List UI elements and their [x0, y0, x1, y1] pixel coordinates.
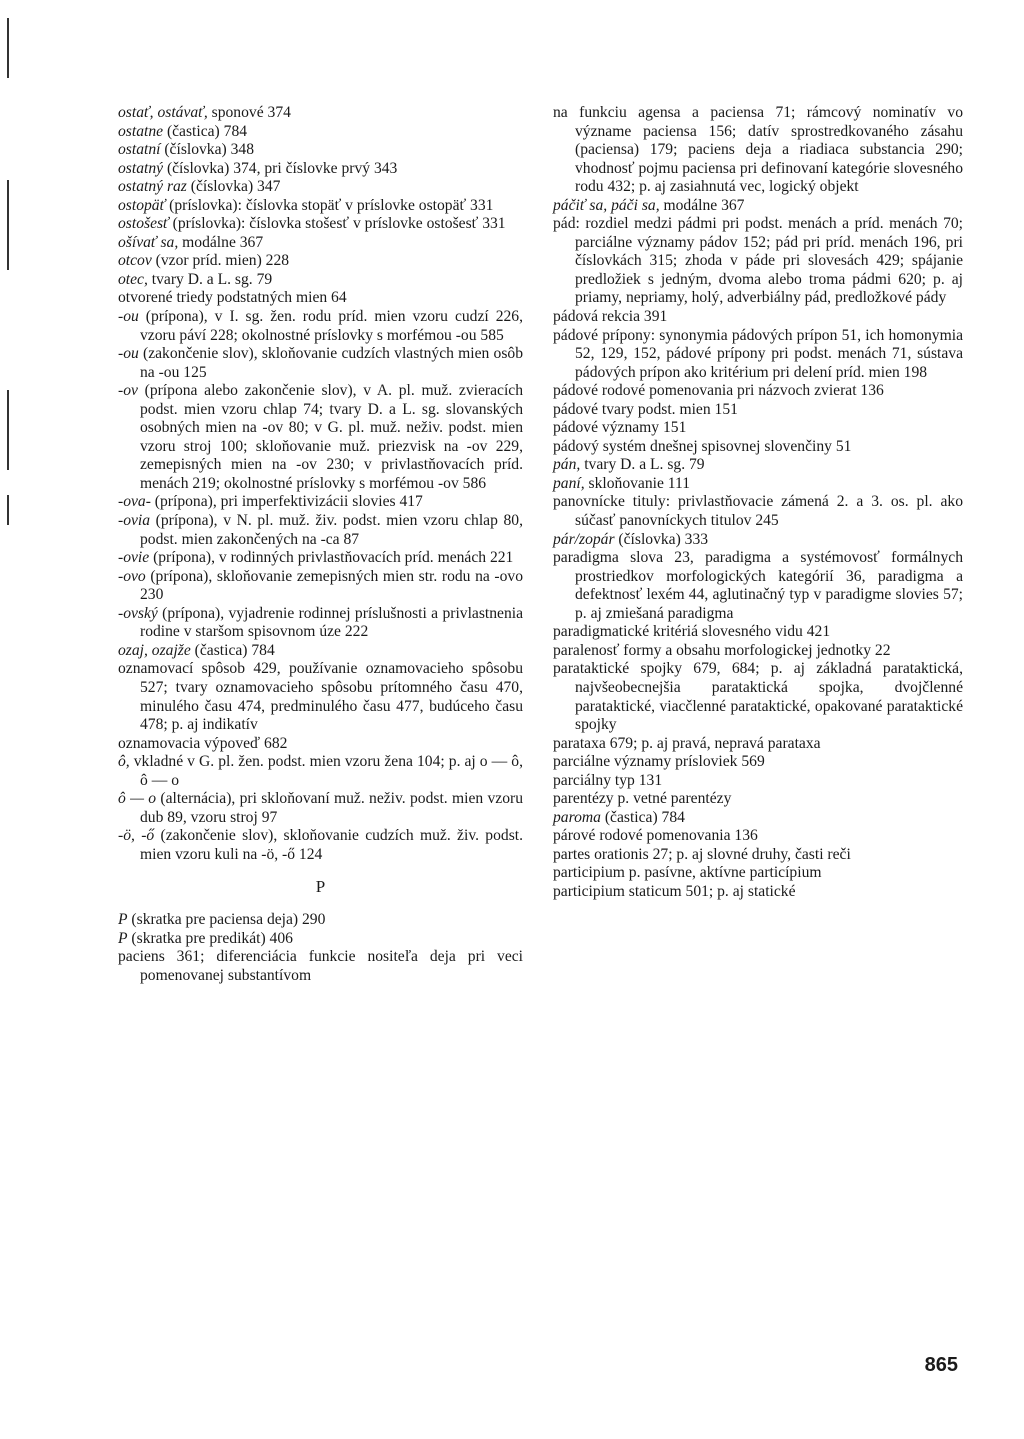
entry-text: parataktické spojky 679, 684; p. aj základná parataktická, najvšeobecnejšia parataktická spojka, dvojčlenné parataktické, viacčlenné parataktické, opakované parataktické spojky: [553, 660, 963, 734]
index-entry: [553, 549, 963, 623]
entry-headword: pán,: [553, 456, 581, 474]
entry-headword: pár/zopár: [553, 530, 615, 548]
entry-text: parciálny typ 131: [553, 771, 663, 789]
index-entry: [118, 753, 523, 790]
entry-headword: -ovo: [118, 567, 146, 585]
index-entry: [118, 911, 523, 930]
index-entry: [118, 827, 523, 864]
entry-text: oznamovací spôsob 429, používanie oznamovacieho spôsobu 527; tvary oznamovacieho spôsobu prítomného času 470, minulého času 474, predminulého času 477, budúceho času 478; p. aj indikatív: [118, 660, 523, 734]
entry-text: modálne 367: [659, 196, 745, 214]
entry-text: panovnícke tituly: privlastňovacie zámená 2. a 3. os. pl. ako súčasť panovníckych titulov 245: [553, 493, 963, 530]
entry-headword: ô,: [118, 753, 130, 771]
index-entry: [553, 197, 963, 216]
entry-text: pádový systém dnešnej spisovnej slovenčiny 51: [553, 437, 852, 455]
index-entry: [553, 215, 963, 308]
entry-text: (prípona), v rodinných privlastňovacích príd. menách 221: [149, 549, 514, 567]
entry-text: parentézy p. vetné parentézy: [553, 790, 732, 808]
entry-headword: ostatný raz: [118, 178, 187, 196]
entry-text: (prípona), vyjadrenie rodinnej príslušnosti a privlastnenia rodine v staršom spisovnom úze 222: [140, 604, 523, 641]
entry-text: paradigmatické kritériá slovesného vidu 421: [553, 623, 831, 641]
index-entry: [553, 846, 963, 865]
index-entry: [118, 215, 523, 234]
entry-headword: páčiť sa, páči sa,: [553, 196, 660, 214]
index-entry: [118, 660, 523, 734]
entry-text: sponové 374: [207, 104, 291, 121]
entry-text: paciens 361; diferenciácia funkcie nositeľa deja pri veci pomenovanej substantívom: [118, 948, 523, 984]
index-entry: [118, 930, 523, 949]
entry-text: otvorené triedy podstatných mien 64: [118, 289, 347, 307]
entry-text: (prípona), pri imperfektivizácii slovies 417: [150, 493, 423, 511]
entry-text: (zakončenie slov), skloňovanie cudzích vlastných mien osôb na -ou 125: [138, 345, 523, 381]
index-entry: [553, 419, 963, 438]
entry-headword: -ov: [118, 382, 138, 400]
entry-text: tvary D. a L. sg. 79: [147, 270, 273, 288]
index-entry: [118, 197, 523, 216]
index-entry: [118, 308, 523, 345]
index-entry: [553, 382, 963, 401]
index-entry: [118, 605, 523, 642]
index-entry: [553, 327, 963, 383]
section-letter: P: [315, 877, 326, 897]
entry-headword: ostať, ostávať,: [118, 104, 208, 121]
entry-headword: ostatný: [118, 159, 164, 177]
index-entry: [118, 948, 523, 985]
entry-headword: P: [118, 929, 128, 947]
index-entry: [553, 753, 963, 772]
index-entry: [553, 104, 963, 197]
scan-edge-mark: [7, 390, 9, 470]
index-entry: [118, 512, 523, 549]
entry-headword: -ou: [118, 308, 139, 326]
entry-text: (prípona), v N. pl. muž. živ. podst. mien vzoru chlap 80, podst. mien zakončených na -ca 87: [140, 512, 523, 548]
entry-text: na funkciu agensa a paciensa 71; rámcový nominatív vo význame paciensa 156; datív sprostredkovaného zásahu (paciensa) 179; paciens deja a riadiaca substancia 290; vhodnosť pojmu paciensa pri definovaní kategórie slovesného rodu 432; p. aj zasiahnutá vec, logický objekt: [553, 104, 963, 196]
scan-edge-mark: [7, 180, 9, 270]
scan-edge-mark: [7, 495, 9, 525]
entry-text: participium p. pasívne, aktívne particípium: [553, 864, 822, 882]
entry-text: skloňovanie 111: [584, 474, 691, 492]
entry-headword: -ou: [118, 345, 139, 363]
entry-headword: P: [118, 910, 128, 928]
index-entry: [118, 735, 523, 754]
entry-text: (číslovka) 348: [160, 141, 255, 159]
index-entry: [118, 141, 523, 160]
index-entry: [118, 104, 523, 123]
index-entry: [118, 178, 523, 197]
entry-headword: ostatne: [118, 122, 164, 140]
entry-text: (častica) 784: [163, 122, 248, 140]
entry-text: paralenosť formy a obsahu morfologickej jednotky 22: [553, 641, 891, 659]
index-entry: [553, 827, 963, 846]
entry-text: vkladné v G. pl. žen. podst. mien vzoru žena 104; p. aj o — ô, ô — o: [129, 753, 523, 789]
scan-edge-mark: [7, 18, 9, 78]
index-entry: [553, 531, 963, 550]
index-entry: [118, 123, 523, 142]
entry-headword: ostopäť: [118, 196, 166, 214]
entry-text: (príslovka): číslovka stopäť v príslovke ostopäť 331: [165, 196, 494, 214]
entry-headword: ozaj, ozajže: [118, 641, 191, 659]
entry-text: modálne 367: [178, 233, 264, 251]
entry-text: (číslovka) 333: [614, 530, 709, 548]
index-entry: [553, 438, 963, 457]
entry-text: oznamovacia výpoveď 682: [118, 734, 288, 752]
index-entry: [553, 790, 963, 809]
entry-text: partes orationis 27; p. aj slovné druhy, časti reči: [553, 845, 851, 863]
right-column: [553, 104, 963, 902]
entry-text: pádová rekcia 391: [553, 308, 668, 326]
left-column: [118, 104, 523, 985]
entry-headword: otcov: [118, 252, 152, 270]
entry-text: pádové tvary podst. mien 151: [553, 400, 738, 418]
entry-headword: -ova-: [118, 493, 151, 511]
entry-text: (skratka pre paciensa deja) 290: [127, 910, 326, 928]
entry-headword: -ovský: [118, 604, 158, 622]
index-entry: [553, 660, 963, 734]
index-entry: [118, 252, 523, 271]
entry-headword: ô — o: [118, 790, 157, 808]
entry-text: (prípona), v I. sg. žen. rodu príd. mien vzoru cudzí 226, vzoru páví 228; okolnostné príslovky s morfémou -ou 585: [138, 308, 523, 344]
entry-text: (zakončenie slov), skloňovanie cudzích muž. živ. podst. mien vzoru kuli na -ö, -ő 124: [140, 827, 523, 863]
index-entry: [118, 234, 523, 253]
index-entry: [553, 883, 963, 902]
index-entry: [553, 864, 963, 883]
index-entry: [553, 475, 963, 494]
entry-headword: ošívať sa,: [118, 233, 179, 251]
index-entry: [118, 382, 523, 493]
entry-headword: -ovie: [118, 549, 150, 567]
page-number: 865: [924, 1354, 958, 1376]
entry-headword: paroma: [553, 808, 601, 826]
entry-text: párové rodové pomenovania 136: [553, 827, 758, 845]
entry-text: (prípona alebo zakončenie slov), v A. pl. muž. zvieracích podst. mien vzoru chlap 74; tvary D. a L. sg. slovanských osobných mien na -ov 80; v G. pl. muž. neživ. podst. mien vzoru stroj 100; skloňovanie muž. priezvisk na -ov 229, zemepisných mien na -ov 230; v privlastňovacích príd. menách 219; okolnostné príslovky s morfémou -ov 586: [137, 382, 523, 492]
entry-text: (vzor príd. mien) 228: [151, 252, 290, 270]
index-entry: [118, 790, 523, 827]
index-entry: [553, 456, 963, 475]
entry-headword: ostošesť: [118, 215, 169, 233]
index-entry: [553, 401, 963, 420]
entry-headword: -ö, -ő: [118, 827, 155, 845]
index-entry: [118, 493, 523, 512]
index-entry: [118, 271, 523, 290]
index-entry: [118, 345, 523, 382]
entry-text: (skratka pre predikát) 406: [127, 929, 293, 947]
index-entry: [553, 772, 963, 791]
entry-text: parciálne významy prísloviek 569: [553, 753, 765, 771]
entry-text: participium staticum 501; p. aj statické: [553, 882, 796, 900]
entry-headword: ostatní: [118, 141, 161, 159]
entry-headword: otec,: [118, 270, 148, 288]
index-entry: [118, 549, 523, 568]
entry-text: (častica) 784: [190, 641, 275, 659]
entry-text: pádové prípony: synonymia pádových prípon 51, ich homonymia 52, 129, 152, pádové prípony pri podst. menách 71, sústava pádových prípon ako kritérium pri delení príd. mien 198: [553, 326, 963, 381]
index-entry: [553, 308, 963, 327]
index-entry: [553, 735, 963, 754]
entry-text: pádové rodové pomenovania pri názvoch zvierat 136: [553, 382, 884, 400]
index-entry: [553, 642, 963, 661]
index-entry: [553, 493, 963, 530]
entry-headword: -ovia: [118, 512, 151, 530]
entry-text: parataxa 679; p. aj pravá, nepravá parataxa: [553, 734, 821, 752]
index-entry: [553, 623, 963, 642]
entry-text: (častica) 784: [600, 808, 685, 826]
entry-text: (číslovka) 347: [186, 178, 281, 196]
index-entry: [118, 160, 523, 179]
index-entry: [118, 289, 523, 308]
index-entry: [553, 809, 963, 828]
index-entry: [118, 568, 523, 605]
entry-headword: paní,: [553, 474, 585, 492]
entry-text: tvary D. a L. sg. 79: [580, 456, 705, 474]
index-entry: [118, 642, 523, 661]
entry-text: (alternácia), pri skloňovaní muž. neživ. podst. mien vzoru dub 89, vzoru stroj 97: [140, 790, 523, 826]
entry-text: (príslovka): číslovka stošesť v príslovke ostošesť 331: [168, 215, 506, 233]
entry-text: (číslovka) 374, pri číslovke prvý 343: [163, 159, 398, 177]
entry-text: paradigma slova 23, paradigma a systémovosť formálnych prostriedkov morfologických kategórií 36, paradigma a defektnosť lexém 44, aglutinačný typ v paradigme slovies 57; p. aj zmiešaná paradigma: [553, 549, 963, 622]
entry-text: pád: rozdiel medzi pádmi pri podst. menách a príd. menách 70; parciálne významy pádov 152; pád pri príd. menách 196, pri číslovkách 315; zhoda v páde pri slovesách 429; spájanie predložiek s jedným, dvoma alebo troma pádmi 620; p. aj priamy, nepriamy, holý, adverbiálny pád, predložkové pády: [553, 215, 963, 307]
entry-text: (prípona), skloňovanie zemepisných mien str. rodu na -ovo 230: [140, 567, 523, 604]
entry-text: pádové významy 151: [553, 419, 687, 437]
